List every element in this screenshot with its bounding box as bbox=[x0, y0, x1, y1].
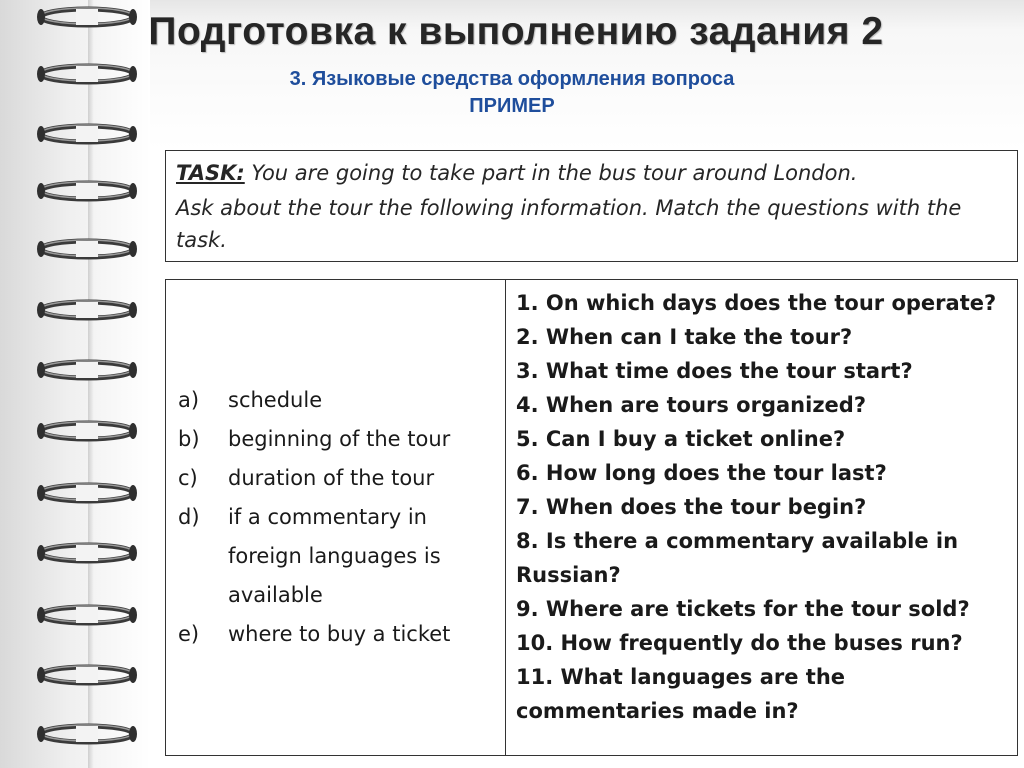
question-item: 5. Can I buy a ticket online? bbox=[516, 427, 846, 451]
binder-background bbox=[0, 0, 150, 768]
task-line-1 bbox=[176, 157, 1007, 190]
option-text: where to buy a ticket bbox=[228, 622, 451, 646]
option-item bbox=[178, 459, 505, 498]
spiral-ring-icon bbox=[36, 179, 138, 203]
question-item: 6. How long does the tour last? bbox=[516, 461, 887, 485]
matching-table bbox=[165, 279, 1018, 756]
spiral-ring-icon bbox=[36, 663, 138, 687]
question-item: 10. How frequently do the buses run? bbox=[516, 631, 963, 655]
spiral-ring-icon bbox=[36, 603, 138, 627]
option-letter: a) bbox=[178, 388, 200, 412]
option-text: beginning of the tour bbox=[228, 427, 451, 451]
option-letter: e) bbox=[178, 622, 200, 646]
question-item: 1. On which days does the tour operate? bbox=[516, 291, 997, 315]
spiral-ring-icon bbox=[36, 237, 138, 261]
spiral-ring-icon bbox=[36, 722, 138, 746]
question-item: 4. When are tours organized? bbox=[516, 393, 866, 417]
question-item: 11. What languages are the commentaries made in? bbox=[516, 665, 846, 723]
subtitle-line-2: ПРИМЕР bbox=[469, 95, 555, 117]
question-item: 7. When does the tour begin? bbox=[516, 495, 867, 519]
option-item bbox=[178, 498, 505, 615]
option-text: if a commentary in foreign languages is available bbox=[228, 505, 441, 607]
task-label: TASK: bbox=[176, 161, 245, 185]
option-letter: c) bbox=[178, 466, 198, 490]
option-letter: b) bbox=[178, 427, 200, 451]
spiral-ring-icon bbox=[36, 358, 138, 382]
option-letter: d) bbox=[178, 505, 200, 529]
spiral-ring-icon bbox=[36, 419, 138, 443]
slide-title: Подготовка к выполнению задания 2 bbox=[148, 10, 884, 53]
question-item: 8. Is there a commentary available in Russian? bbox=[516, 529, 959, 587]
option-text: schedule bbox=[228, 388, 323, 412]
spiral-ring-icon bbox=[36, 298, 138, 322]
option-text: duration of the tour bbox=[228, 466, 435, 490]
task-line-2: Ask about the tour the following information. Match the questions with the task. bbox=[176, 196, 962, 252]
slide-subtitle bbox=[160, 66, 864, 120]
spiral-ring-icon bbox=[36, 62, 138, 86]
subtitle-line-1: 3. Языковые средства оформления вопроса bbox=[289, 68, 735, 90]
binder-spine bbox=[88, 0, 94, 768]
option-item bbox=[178, 420, 505, 459]
question-item: 3. What time does the tour start? bbox=[516, 359, 913, 383]
question-item: 9. Where are tickets for the tour sold? bbox=[516, 597, 970, 621]
options-column bbox=[166, 280, 506, 755]
task-box bbox=[165, 150, 1018, 262]
spiral-ring-icon bbox=[36, 481, 138, 505]
task-text-1: You are going to take part in the bus tour around London. bbox=[244, 161, 858, 185]
option-item bbox=[178, 381, 505, 420]
spiral-ring-icon bbox=[36, 122, 138, 146]
option-item bbox=[178, 615, 505, 654]
spiral-ring-icon bbox=[36, 541, 138, 565]
question-item: 2. When can I take the tour? bbox=[516, 325, 853, 349]
questions-column bbox=[506, 280, 1017, 755]
